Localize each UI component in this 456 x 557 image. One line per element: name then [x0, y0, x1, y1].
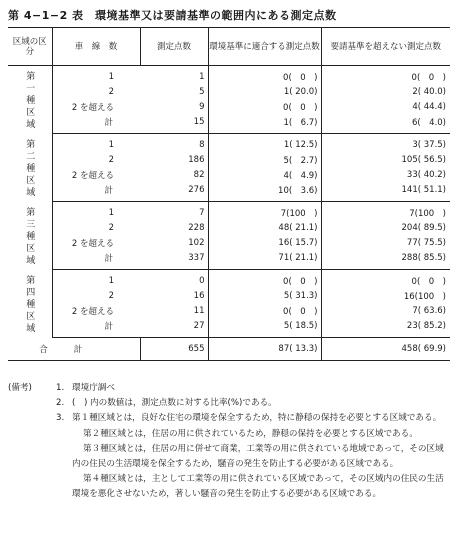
points-cell: 102 — [140, 235, 208, 250]
points-cell: 9 — [140, 99, 208, 114]
note-number: 1. — [56, 383, 65, 393]
header-row — [8, 28, 450, 66]
points-cell: 15 — [140, 114, 208, 134]
table-row — [8, 270, 450, 289]
note-paragraph: 第３種区域とは，住居の用に併せて商業，工業等の用に供されている地域であって，その区域内の住民の生活環境を保全するため，騒音の発生を防止する必要がある区域である。 — [72, 443, 444, 470]
note-item-2 — [8, 396, 448, 411]
header-exceeding — [321, 28, 450, 66]
points-cell: 8 — [140, 134, 208, 153]
table-row — [8, 84, 450, 99]
table-row — [8, 152, 450, 167]
points-cell: 5 — [140, 84, 208, 99]
lanes-cell: 2 — [108, 154, 114, 165]
header-compliant — [208, 28, 321, 66]
lanes-cell: 2 を超える — [71, 102, 114, 113]
lanes-cell: 計 — [52, 114, 140, 134]
region-group-1 — [8, 66, 450, 134]
lanes-cell: 計 — [52, 182, 140, 202]
measurement-table — [8, 27, 450, 361]
exceeding-cell: 0( 0 ) — [411, 276, 446, 287]
exceeding-cell: 77( 75.5) — [406, 237, 446, 248]
table-row — [8, 202, 450, 221]
note-number: 2. — [56, 398, 65, 409]
lanes-cell: 1 — [108, 207, 114, 218]
note-text: 第１種区域とは，良好な住宅の環境を保全するため，特に静穏の保持を必要とする区域である。 — [72, 413, 442, 424]
notes-heading: (備考) — [8, 383, 32, 393]
table-row — [8, 134, 450, 153]
grand-total-group — [8, 338, 450, 361]
notes-section — [8, 381, 448, 503]
exceeding-cell: 16(100 ) — [403, 291, 446, 302]
table-row — [8, 220, 450, 235]
points-cell: 11 — [140, 303, 208, 318]
lanes-cell: 2 — [108, 86, 114, 97]
subtotal-row — [8, 182, 450, 202]
grand-total-row — [8, 338, 450, 361]
grand-total-label: 合計 — [8, 338, 140, 361]
lanes-cell: 計 — [52, 250, 140, 270]
subtotal-row — [8, 318, 450, 338]
exceeding-cell: 4( 44.4) — [412, 101, 446, 112]
compliant-cell: 1( 20.0) — [208, 84, 321, 99]
points-cell: 1 — [140, 66, 208, 85]
compliant-cell: 5( 18.5) — [208, 318, 321, 338]
points-cell: 82 — [140, 167, 208, 182]
exceeding-cell: 3( 37.5) — [412, 139, 446, 150]
grand-total-points: 655 — [140, 338, 208, 361]
lanes-cell: 2 を超える — [71, 306, 114, 317]
points-cell: 27 — [140, 318, 208, 338]
header-region — [8, 28, 56, 66]
note-text: ( ) 内の数値は，測定点数に対する比率(%)である。 — [72, 398, 277, 409]
exceeding-cell: 0( 0 ) — [411, 72, 446, 83]
lanes-cell: 1 — [108, 275, 114, 286]
note-item-1 — [8, 381, 448, 396]
header-points — [140, 28, 208, 66]
lanes-cell: 1 — [108, 139, 114, 150]
compliant-cell: 7(100 ) — [208, 202, 321, 221]
table-row — [8, 235, 450, 250]
compliant-cell: 0( 0 ) — [208, 66, 321, 85]
table-row — [8, 99, 450, 114]
exceeding-cell: 7( 63.6) — [412, 305, 446, 316]
header-lanes — [52, 28, 140, 66]
compliant-cell: 1( 6.7) — [208, 114, 321, 134]
compliant-cell: 0( 0 ) — [208, 99, 321, 114]
region-label: 第四種区域 — [8, 270, 52, 338]
exceeding-cell: 6( 4.0) — [321, 114, 450, 134]
compliant-cell: 10( 3.6) — [208, 182, 321, 202]
subtotal-row — [8, 114, 450, 134]
compliant-cell: 71( 21.1) — [208, 250, 321, 270]
compliant-cell: 0( 0 ) — [208, 270, 321, 289]
compliant-cell: 4( 4.9) — [208, 167, 321, 182]
header-region-label: 区域の区 分 — [12, 36, 56, 57]
exceeding-cell: 23( 85.2) — [321, 318, 450, 338]
region-group-2 — [8, 134, 450, 202]
region-label: 第三種区域 — [8, 202, 52, 270]
points-cell: 0 — [140, 270, 208, 289]
header-exceeding-label: 要請基準を超えない測定点数 — [330, 41, 441, 52]
lanes-cell: 2 — [108, 290, 114, 301]
compliant-cell: 5( 2.7) — [208, 152, 321, 167]
points-cell: 7 — [140, 202, 208, 221]
points-cell: 276 — [140, 182, 208, 202]
note-item-3 — [8, 411, 448, 426]
header-lanes-label: 車 線 数 — [74, 41, 118, 52]
region-label: 第二種区域 — [8, 134, 52, 202]
lanes-cell: 2 を超える — [71, 170, 114, 181]
grand-total-compliant: 87( 13.3) — [208, 338, 321, 361]
exceeding-cell: 105( 56.5) — [401, 154, 446, 165]
grand-total-exceeding: 458( 69.9) — [321, 338, 450, 361]
exceeding-cell: 204( 89.5) — [401, 222, 446, 233]
exceeding-cell: 2( 40.0) — [412, 86, 446, 97]
compliant-cell: 1( 12.5) — [208, 134, 321, 153]
points-cell: 228 — [140, 220, 208, 235]
exceeding-cell: 141( 51.1) — [321, 182, 450, 202]
lanes-cell: 計 — [52, 318, 140, 338]
points-cell: 16 — [140, 288, 208, 303]
subtotal-row — [8, 250, 450, 270]
lanes-cell: 2 — [108, 222, 114, 233]
note-text: 環境庁調べ — [72, 383, 115, 393]
exceeding-cell: 288( 85.5) — [321, 250, 450, 270]
table-title: 第 4−1−2 表 環境基準又は要請基準の範囲内にある測定点数 — [8, 9, 337, 22]
lanes-cell: 1 — [108, 71, 114, 82]
note-number: 3. — [56, 413, 65, 424]
table-row — [8, 167, 450, 182]
region-group-4 — [8, 270, 450, 338]
points-cell: 337 — [140, 250, 208, 270]
compliant-cell: 5( 31.3) — [208, 288, 321, 303]
exceeding-cell: 7(100 ) — [409, 208, 446, 219]
header-compliant-label: 環境基準に適合する測定点数 — [209, 41, 320, 52]
region-group-3 — [8, 202, 450, 270]
table-row — [8, 66, 450, 85]
points-cell: 186 — [140, 152, 208, 167]
region-label: 第一種区域 — [8, 66, 52, 134]
note-paragraph: 第２種区域とは，住居の用に供されているため，静穏の保持を必要とする区域である。 — [83, 428, 418, 439]
compliant-cell: 16( 15.7) — [208, 235, 321, 250]
table-row — [8, 303, 450, 318]
table-row — [8, 288, 450, 303]
compliant-cell: 48( 21.1) — [208, 220, 321, 235]
exceeding-cell: 33( 40.2) — [406, 169, 446, 180]
note-paragraph: 第４種区域とは，主として工業等の用に供されている区域であって，その区域内の住民の生活環境を悪化させないため，著しい騒音の発生を防止する必要がある区域である。 — [72, 474, 444, 500]
header-points-label: 測定点数 — [156, 41, 191, 52]
lanes-cell: 2 を超える — [71, 238, 114, 249]
compliant-cell: 0( 0 ) — [208, 303, 321, 318]
